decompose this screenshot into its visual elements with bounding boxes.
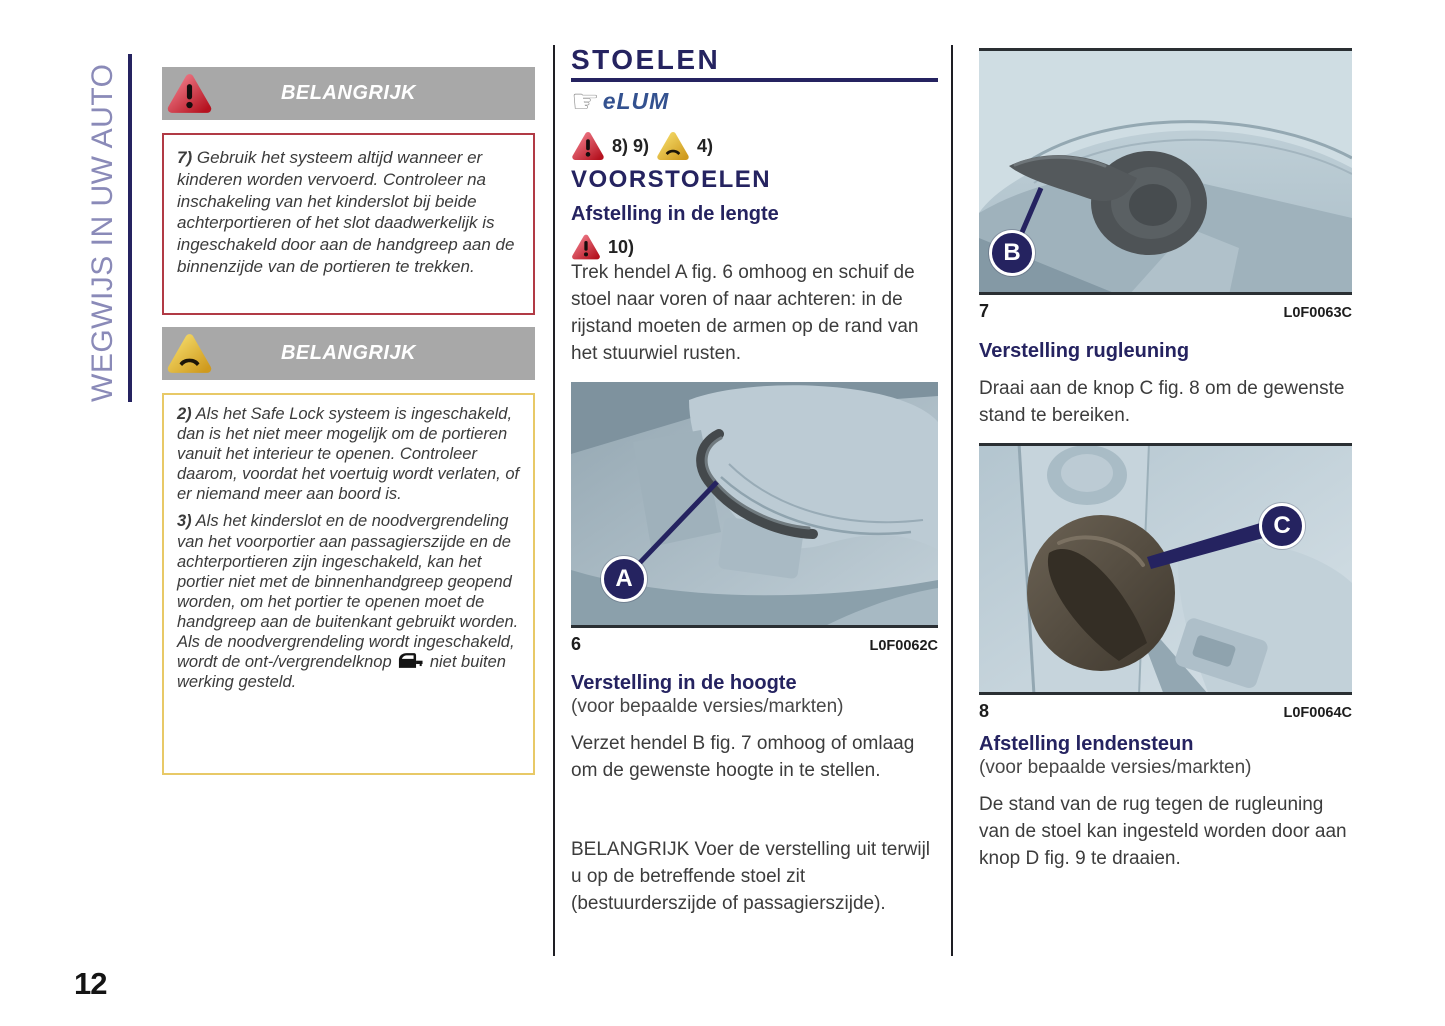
figure-callout-c: C xyxy=(1259,503,1305,549)
page-number: 12 xyxy=(74,966,107,1001)
figure-callout-a: A xyxy=(601,556,647,602)
body-paragraph: De stand van de rug tegen de rugleuning van de stoel kan ingesteld worden door aan knop D fig. 9 te draaien. xyxy=(979,794,1347,869)
elum-logo-text: eLUM xyxy=(602,87,670,114)
subsection-heading: Verstelling in de hoogte xyxy=(571,672,797,694)
body-paragraph: Draai aan de knop C fig. 8 om de gewenste stand te bereiken. xyxy=(979,378,1345,426)
important-banner-1 xyxy=(162,67,535,120)
sidebar-chapter-label: WEGWIJS IN UW AUTO xyxy=(86,63,119,402)
subsection-note: (voor bepaalde versies/markten) xyxy=(571,696,844,717)
subsection-heading: Verstelling rugleuning xyxy=(979,340,1190,362)
title-underline xyxy=(571,78,938,82)
warning-box-red xyxy=(162,133,535,315)
figure-code: L0F0064C xyxy=(1283,705,1352,721)
figure-8-caption xyxy=(979,701,1352,722)
important-banner-2 xyxy=(162,327,535,380)
warning-ref-numbers: 8) 9) xyxy=(612,135,650,156)
pointing-hand-icon: ☞ xyxy=(571,83,600,119)
warning-item xyxy=(177,404,520,504)
body-paragraph: Trek hendel A fig. 6 omhoog en schuif de stoel naar voren of naar achteren: in de rijstand moeten de armen op de rand van het stuurwiel rusten. xyxy=(571,262,919,364)
column-divider xyxy=(951,45,953,956)
subsection-heading: Afstelling lendensteun xyxy=(979,733,1194,755)
item-number: 2) xyxy=(177,405,192,423)
figure-code: L0F0063C xyxy=(1283,305,1352,321)
figure-number: 8 xyxy=(979,701,990,721)
door-unlock-icon xyxy=(398,652,423,669)
item-text: Gebruik het systeem altijd wanneer er kinderen worden vervoerd. Controleer na inschakeling van het kinderslot bij beide achterportieren of het slot daadwerkelijk is ingeschakeld door aan de handgreep aan de binnenzijde van de portieren te trekken. xyxy=(177,148,515,276)
figure-8-image xyxy=(979,443,1352,695)
body-paragraph: Verzet hendel B fig. 7 omhoog of omlaag om de gewenste hoogte in te stellen. xyxy=(571,733,915,781)
figure-number: 6 xyxy=(571,634,582,654)
figure-7-image xyxy=(979,48,1352,295)
figure-number: 7 xyxy=(979,301,990,321)
item-text: Als het kinderslot en de noodvergrendeling van het voorportier aan passagierszijde en de achterportieren zijn ingeschakeld, kan het portier niet met de binnenhandgreep geopend worden, om het portier te openen moet de handgreep aan de buitenkant gebruikt worden. Als de noodvergrendeling wordt ingeschakeld, wordt de ont-/vergrendelknop xyxy=(177,512,519,672)
column-divider xyxy=(553,45,555,956)
page-title: STOELEN xyxy=(571,44,721,75)
body-paragraph: BELANGRIJK Voer de verstelling uit terwijl u op de betreffende stoel zit (bestuurderszijde of passagierszijde). xyxy=(571,839,931,914)
figure-6-image xyxy=(571,382,938,628)
item-text: niet buiten werking gesteld. xyxy=(177,653,506,692)
important-banner-label: BELANGRIJK xyxy=(280,82,416,104)
warning-ref-numbers: 10) xyxy=(608,236,635,257)
item-number: 3) xyxy=(177,512,192,531)
item-text: Als het Safe Lock systeem is ingeschakeld, dan is het niet meer mogelijk om de portieren vanuit het interieur te openen. Controleer daarom, voordat het voertuig wordt verlaten, of er niemand meer aan boord is. xyxy=(177,405,520,504)
yellow-caution-triangle-icon xyxy=(166,330,213,377)
figure-code: L0F0062C xyxy=(869,638,938,654)
figure-6-caption xyxy=(571,634,938,655)
red-warning-triangle-icon xyxy=(571,129,605,163)
caution-ref-numbers: 4) xyxy=(697,135,714,156)
sidebar-rule xyxy=(128,54,132,402)
warning-item xyxy=(177,511,520,692)
figure-callout-b: B xyxy=(989,230,1035,276)
subsection-note: (voor bepaalde versies/markten) xyxy=(979,757,1252,778)
warning-box-yellow xyxy=(162,393,535,775)
figure-7-caption xyxy=(979,301,1352,322)
red-warning-triangle-icon xyxy=(166,70,213,117)
item-number: 7) xyxy=(177,148,193,167)
important-banner-label: BELANGRIJK xyxy=(280,342,416,364)
warning-reference-row xyxy=(571,128,713,164)
elum-logo xyxy=(571,83,670,119)
warning-item xyxy=(177,147,520,278)
section-heading: VOORSTOELEN xyxy=(571,166,772,193)
red-warning-triangle-icon xyxy=(571,232,601,262)
subsection-heading: Afstelling in de lengte xyxy=(571,203,779,225)
yellow-caution-triangle-icon xyxy=(656,129,690,163)
